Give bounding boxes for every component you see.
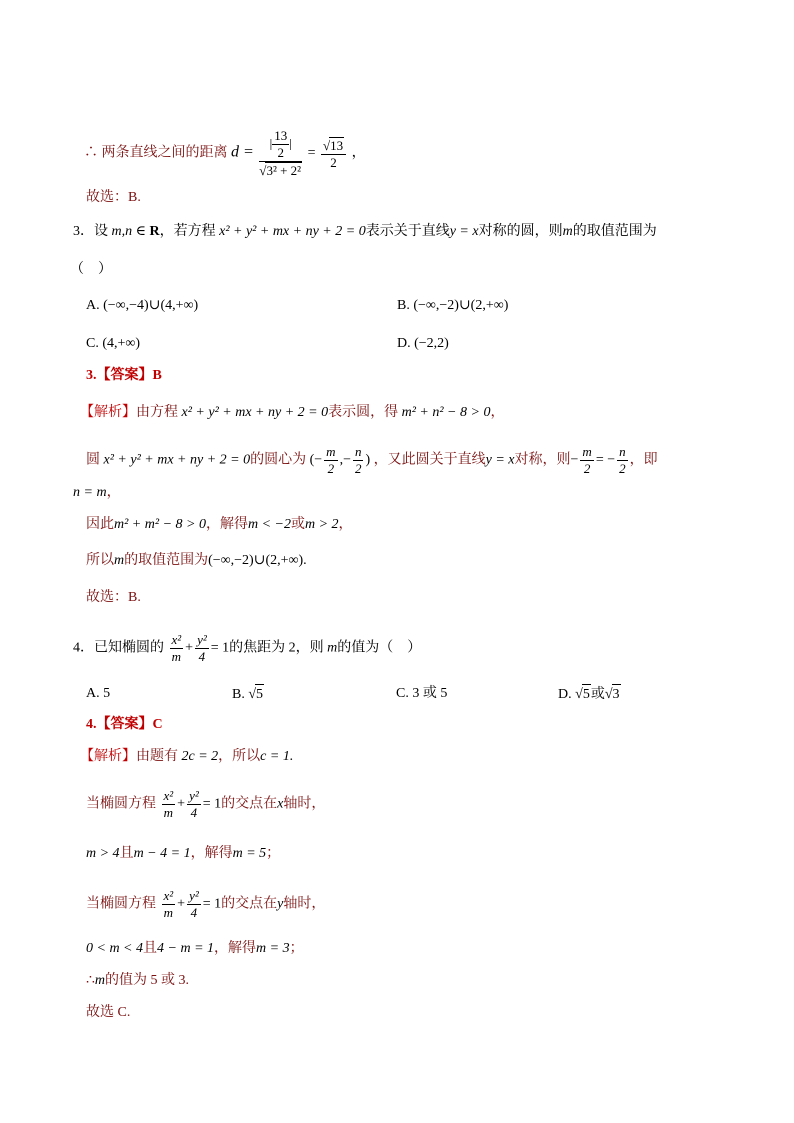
q4-m: m	[327, 640, 338, 656]
q4-stem-1: 已知椭圆的	[94, 640, 164, 656]
q3-option-a-label: A.	[86, 298, 100, 313]
a3-frac-n2b-den: 2	[619, 461, 626, 476]
abs-right: |	[289, 135, 292, 151]
a4-l6m: m	[94, 973, 106, 988]
a3-l2b: 的圆心为	[250, 452, 307, 468]
a4-l1b: 2c = 2	[181, 749, 219, 764]
a4-l3c: m − 4 = 1	[133, 846, 191, 861]
inner-denominator: 2	[277, 145, 284, 160]
a3-frac-m2-num: m	[326, 444, 336, 459]
a4-frac-y-1	[187, 788, 201, 821]
a4-l3d: ，解得	[190, 846, 233, 861]
a3-l1a: 由方程	[136, 405, 178, 420]
a3-l2-eq: x² + y² + mx + ny + 2 = 0	[103, 452, 251, 468]
q4-option-d: D. √5或√3	[558, 684, 621, 705]
a3-line-3	[73, 483, 121, 503]
a4-l2c: 轴时，	[283, 796, 326, 812]
a3-l1b: 表示圆，得	[328, 405, 399, 420]
a4-l5f: ；	[289, 941, 304, 956]
q4-frac-y	[195, 632, 209, 665]
a3-l4d: m < −2	[247, 517, 291, 532]
a3-frac-n2-num: n	[354, 444, 362, 459]
a3-frac-m2b-den: 2	[583, 461, 591, 476]
q4-frac-y-den: 4	[198, 649, 206, 664]
a3-frac-n2b-num: n	[619, 444, 626, 459]
q3-option-c	[86, 334, 140, 354]
a4-frac-x-2	[162, 888, 176, 921]
a3-analysis-tag: 【解析】	[80, 405, 136, 420]
q4-option-c: C. 3 或 5	[396, 686, 448, 701]
q3-option-d-value: (−2,2)	[414, 336, 449, 351]
sqrt-radicand: 3² + 2²	[266, 163, 302, 178]
a3-l2g1: −	[570, 452, 579, 468]
a3-l2a: 圆	[86, 452, 100, 468]
a3-l2c2: ,−	[339, 452, 351, 468]
a4-l2a: 当椭圆方程	[86, 796, 156, 812]
a4-frac-y-1-num: y²	[189, 788, 199, 803]
a4-frac-x-1	[162, 788, 176, 821]
a3-l3b: ，	[106, 485, 121, 500]
a4-l1d: c = 1.	[260, 749, 294, 764]
a3-l1-eq: x² + y² + mx + ny + 2 = 0	[181, 405, 329, 420]
a3-l4g: ，	[338, 517, 353, 532]
q3-mn: m,n ∈	[111, 224, 150, 239]
a3-l5m: m	[114, 553, 125, 568]
a4-line-3	[86, 844, 280, 864]
a3-l5a: 所以	[86, 553, 114, 568]
q4-plus: +	[185, 640, 194, 656]
a4-l5b: 且	[143, 941, 158, 956]
a4-l6b: 的值为 5 或 3.	[105, 973, 190, 988]
comma: ，	[351, 145, 366, 161]
q3-option-c-value: (4,+∞)	[102, 336, 141, 351]
a4-line-6	[86, 971, 189, 991]
q3-stem-1: 设	[94, 224, 108, 239]
q4-frac-x	[170, 632, 184, 665]
a4-l4b: 的交点在	[221, 896, 278, 912]
a3-line-1	[80, 403, 504, 423]
equals-sign: =	[307, 145, 316, 161]
result-radicand: 13	[330, 137, 344, 153]
a4-l5c: 4 − m = 1	[157, 941, 215, 956]
q4-frac-x-den: m	[171, 649, 182, 664]
q3-stem	[73, 222, 657, 242]
distance-denominator: √3² + 2²	[259, 163, 302, 178]
q3-option-b-label: B.	[397, 298, 410, 313]
a3-frac-m2	[324, 444, 337, 477]
a4-l4a: 当椭圆方程	[86, 896, 156, 912]
therefore-symbol: ∴	[84, 145, 98, 161]
a4-l3a: m > 4	[86, 846, 120, 861]
a4-l5e: m = 3	[256, 941, 290, 956]
a3-l2c3: )	[365, 452, 371, 468]
a4-frac-y-2-den: 4	[190, 905, 198, 920]
choose-c: 故选 C.	[86, 1005, 131, 1020]
a3-l5d: .	[303, 553, 307, 568]
a3-l2d: ，又此圆关于直线	[373, 452, 486, 468]
distance-text: 两条直线之间的距离	[101, 145, 228, 161]
a4-l3e: m = 5	[232, 846, 267, 861]
a3-l1d: ，	[490, 405, 505, 420]
distance-line	[84, 128, 366, 179]
q4-option-d-a: 5	[582, 684, 591, 705]
a4-l3b: 且	[119, 846, 134, 861]
a4-answer: 4.【答案】C	[86, 717, 163, 732]
a4-l4-y: y	[277, 896, 284, 912]
a3-l4c: ，解得	[205, 517, 248, 532]
q4-frac-x-num: x²	[171, 632, 182, 647]
a4-l1a: 由题有	[136, 749, 178, 764]
a3-l2c1: (−	[309, 452, 323, 468]
result-denominator: 2	[330, 154, 337, 170]
therefore-symbol-2: ∴	[86, 973, 95, 988]
a4-l3f: ；	[266, 846, 281, 861]
a3-answer: 3.【答案】B	[86, 368, 162, 383]
choose-b-1: 故选：B.	[86, 190, 141, 205]
a4-frac-x-2-den: m	[163, 905, 174, 920]
q3-stem-3: 表示关于直线	[365, 224, 450, 239]
q3-option-d-label: D.	[397, 336, 411, 351]
q3-stem-5: 的取值范围为	[572, 224, 657, 239]
abs-left: |	[269, 135, 273, 151]
result-fraction	[321, 137, 346, 171]
d-equals: d =	[231, 143, 254, 161]
a3-l5c: (−∞,−2)∪(2,+∞)	[208, 553, 304, 568]
a3-l4f: m > 2	[304, 517, 339, 532]
a4-l5d: ，解得	[214, 941, 257, 956]
a4-l2-x: x	[277, 796, 284, 812]
q3-R: R	[149, 224, 160, 239]
q4-frac-y-num: y²	[197, 632, 207, 647]
a3-line-4	[86, 515, 353, 535]
a3-l4b: m² + m² − 8 > 0	[114, 517, 206, 532]
q3-paren: （ ）	[70, 262, 112, 277]
a3-frac-n2-den: 2	[354, 461, 362, 476]
a4-frac-y-2	[187, 888, 201, 921]
q4-option-a: A. 5	[86, 686, 111, 701]
q3-option-b-value: (−∞,−2)∪(2,+∞)	[413, 298, 509, 313]
q3-m: m	[562, 224, 573, 239]
q3-stem-2: ，若方程	[159, 224, 216, 239]
q3-option-b	[397, 296, 508, 316]
q4-option-b-label: B.	[232, 687, 245, 702]
q3-number: 3．	[73, 224, 94, 239]
distance-numerator	[259, 128, 302, 162]
q3-line-eq: y = x	[449, 224, 479, 239]
inner-numerator: 13	[274, 128, 288, 143]
a4-line-2	[86, 788, 325, 821]
q4-number: 4．	[73, 640, 94, 656]
a4-frac-x-1-num: x²	[163, 788, 174, 803]
a4-l1c: ，所以	[218, 749, 261, 764]
q4-option-b-value: 5	[255, 684, 264, 705]
a3-frac-n2b	[617, 444, 628, 477]
a4-frac-y-1-den: 4	[190, 805, 198, 820]
a4-analysis-tag: 【解析】	[80, 749, 136, 764]
a4-l4-eq: = 1	[202, 896, 222, 912]
a3-line-2	[86, 444, 658, 477]
a3-l2-line: y = x	[485, 452, 515, 468]
q3-option-c-label: C.	[86, 336, 99, 351]
q3-option-a	[86, 296, 198, 316]
a3-l2h: ，即	[629, 452, 658, 468]
a4-line-1	[80, 747, 293, 767]
a3-l4e: 或	[290, 517, 305, 532]
q4-option-d-label: D.	[558, 687, 572, 702]
a3-frac-n2	[353, 444, 364, 477]
choose-b-2: 故选：B.	[86, 590, 141, 605]
a3-l4a: 因此	[86, 517, 114, 532]
distance-fraction	[259, 128, 302, 179]
a4-frac-x-1-den: m	[163, 805, 174, 820]
a4-l2-eq: = 1	[202, 796, 222, 812]
a4-frac-y-2-num: y²	[189, 888, 199, 903]
a3-l1c: m² + n² − 8 > 0	[401, 405, 491, 420]
q3-option-d	[397, 334, 449, 354]
q4-option-b: B. √5	[232, 684, 264, 705]
q4-stem-2: 的焦距为 2，则	[229, 640, 324, 656]
inner-fraction	[269, 128, 289, 161]
a3-l3: n = m	[73, 485, 107, 500]
a4-l2b: 的交点在	[221, 796, 278, 812]
q4-eq1: = 1	[210, 640, 230, 656]
a4-line-5	[86, 939, 304, 959]
a3-frac-m2-den: 2	[327, 461, 335, 476]
a3-frac-m2b	[580, 444, 593, 477]
a3-line-5	[86, 551, 307, 571]
a3-l2e: 对称，则	[514, 452, 571, 468]
q3-option-a-value: (−∞,−4)∪(4,+∞)	[103, 298, 199, 313]
result-numerator: √13	[321, 137, 346, 155]
a4-line-4	[86, 888, 325, 921]
a4-l4-plus: +	[177, 896, 186, 912]
a4-frac-x-2-num: x²	[163, 888, 174, 903]
q3-stem-4: 对称的圆，则	[478, 224, 563, 239]
a3-l5b: 的取值范围为	[124, 553, 209, 568]
q4-stem	[73, 632, 421, 665]
q4-stem-3: 的值为（ ）	[337, 640, 422, 656]
a4-l4c: 轴时，	[283, 896, 326, 912]
q4-option-d-or: 或	[590, 687, 605, 702]
a3-frac-m2b-num: m	[582, 444, 592, 459]
a4-l5a: 0 < m < 4	[86, 941, 144, 956]
a4-l2-plus: +	[177, 796, 186, 812]
a3-l2g2: = −	[595, 452, 616, 468]
q4-option-d-b: 3	[612, 684, 621, 705]
q3-equation: x² + y² + mx + ny + 2 = 0	[219, 224, 366, 239]
